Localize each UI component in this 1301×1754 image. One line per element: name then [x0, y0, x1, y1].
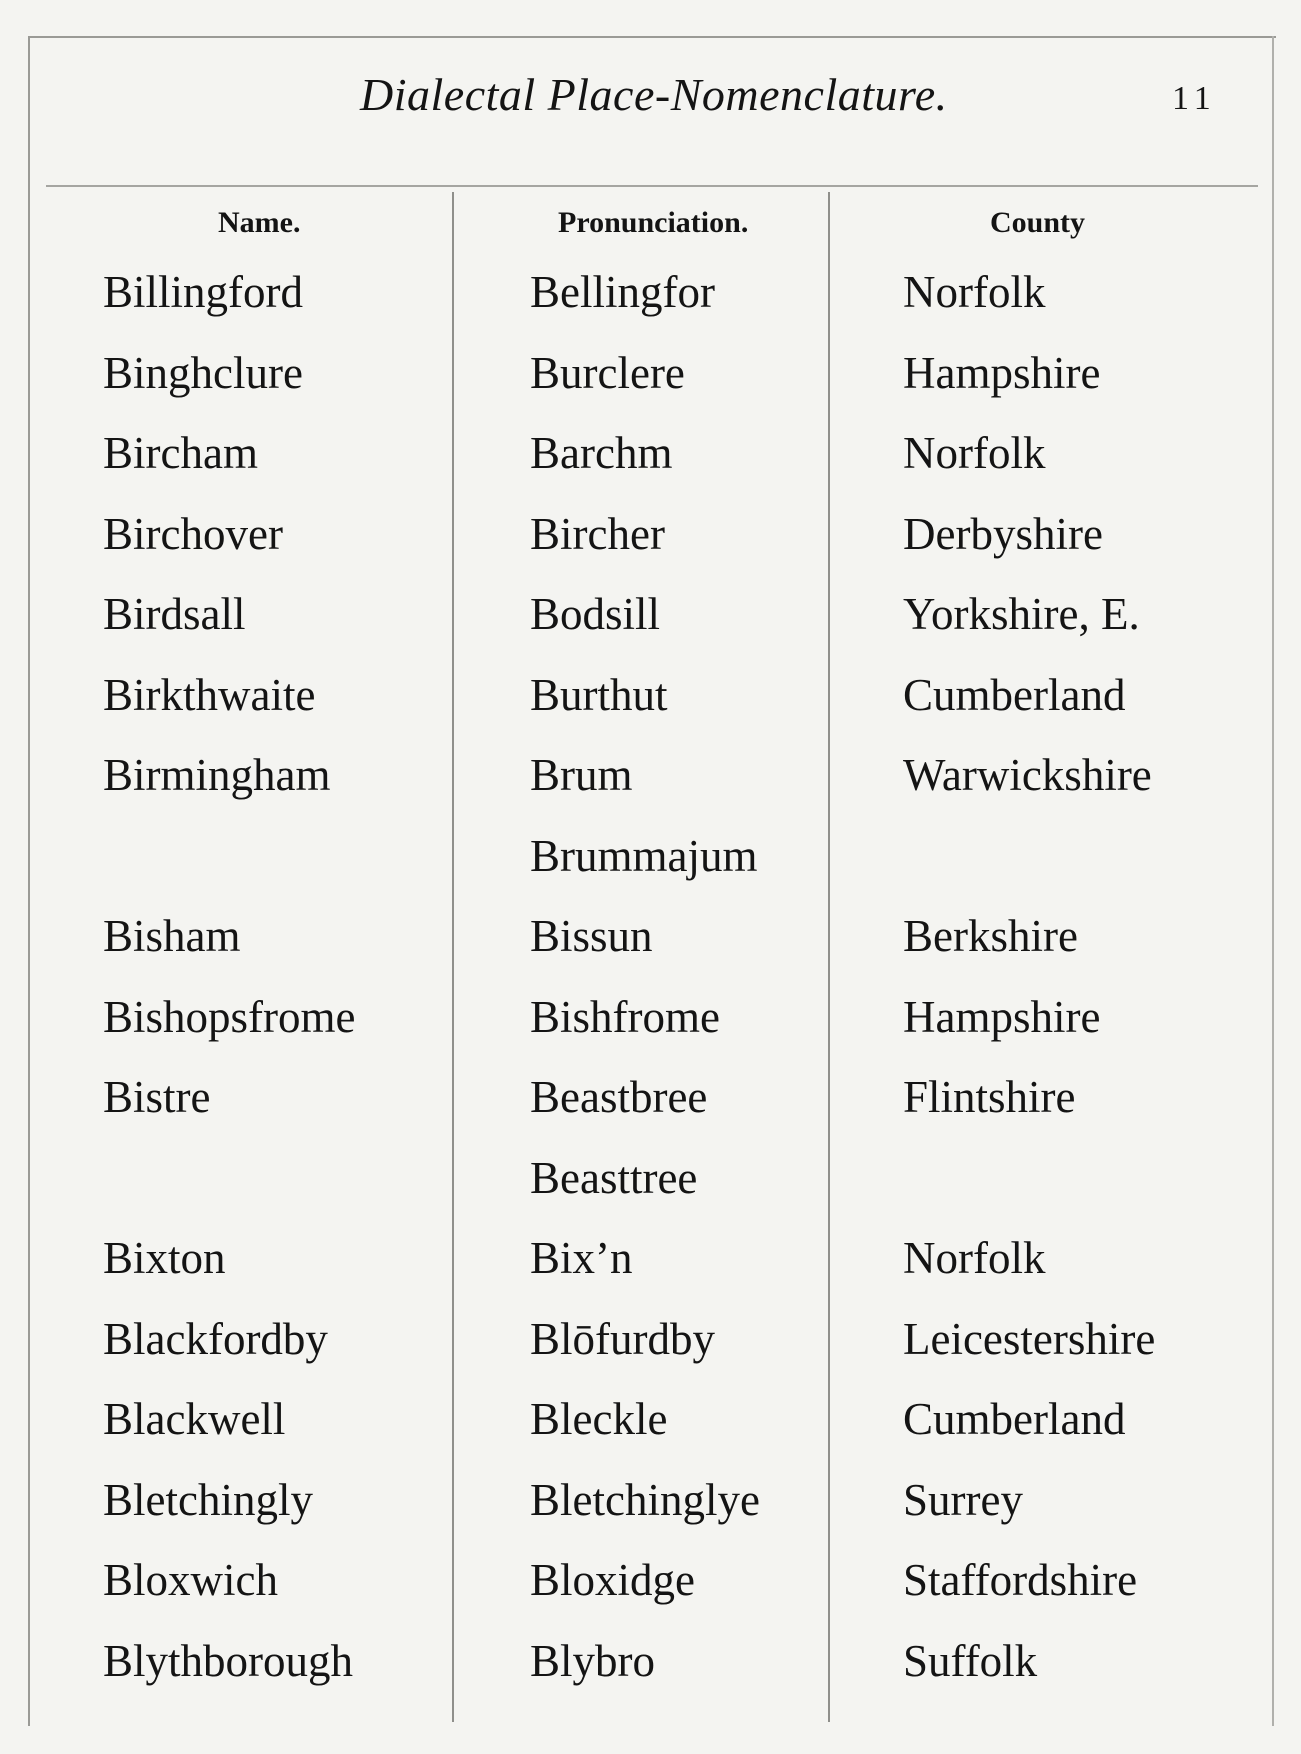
cell-county: Hampshire	[903, 991, 1101, 1042]
cell-name: Birchover	[103, 508, 283, 559]
table-row	[0, 739, 1301, 820]
cell-name: Bishopsfrome	[103, 991, 356, 1042]
table-row	[0, 820, 1301, 901]
running-title: Dialectal Place-Nomenclature.	[360, 69, 948, 120]
cell-pronunciation: Burthut	[530, 669, 668, 720]
cell-county: Norfolk	[903, 1233, 1046, 1283]
cell-pronunciation: Bloxidge	[530, 1555, 695, 1605]
table-row	[0, 1544, 1301, 1625]
cell-name: Blackfordby	[103, 1313, 328, 1364]
cell-county: Surrey	[903, 1474, 1023, 1525]
cell-name: Bircham	[103, 428, 258, 478]
column-header-name: Name.	[218, 206, 301, 239]
table-row	[0, 981, 1301, 1062]
cell-name: Binghclure	[103, 347, 303, 398]
table-row	[0, 578, 1301, 659]
cell-county: Hampshire	[903, 347, 1101, 398]
cell-pronunciation: Bellingfor	[530, 267, 715, 317]
cell-pronunciation: Bishfrome	[530, 991, 720, 1042]
cell-county: Cumberland	[903, 669, 1126, 720]
cell-pronunciation: Blybro	[530, 1635, 656, 1686]
page-number: 11	[1172, 80, 1217, 117]
table-row	[0, 1142, 1301, 1223]
cell-name: Bletchingly	[103, 1474, 313, 1525]
cell-county: Warwickshire	[903, 750, 1152, 800]
cell-name: Blythborough	[103, 1635, 354, 1686]
table-row	[0, 900, 1301, 981]
cell-name: Birdsall	[103, 589, 246, 639]
cell-pronunciation: Bircher	[530, 508, 665, 559]
table-row	[0, 1061, 1301, 1142]
cell-pronunciation: Beasttree	[530, 1152, 698, 1203]
cell-county: Suffolk	[903, 1635, 1038, 1686]
column-header-pronunciation: Pronunciation.	[558, 206, 749, 239]
cell-county: Staffordshire	[903, 1555, 1138, 1605]
cell-pronunciation: Bodsill	[530, 589, 661, 639]
cell-county: Leicestershire	[903, 1313, 1156, 1364]
header-rule	[46, 185, 1258, 187]
cell-name: Bistre	[103, 1072, 211, 1122]
table-row	[0, 1383, 1301, 1464]
cell-name: Bloxwich	[103, 1555, 278, 1605]
cell-pronunciation: Beastbree	[530, 1072, 708, 1122]
cell-county: Norfolk	[903, 428, 1046, 478]
cell-name: Birmingham	[103, 750, 331, 800]
frame-top-rule	[28, 36, 1276, 38]
table-row	[0, 1625, 1301, 1706]
table-row	[0, 659, 1301, 740]
cell-pronunciation: Brummajum	[530, 830, 758, 881]
cell-county: Flintshire	[903, 1072, 1076, 1122]
cell-county: Cumberland	[903, 1394, 1126, 1444]
table-row	[0, 498, 1301, 579]
table-row	[0, 417, 1301, 498]
cell-county: Berkshire	[903, 911, 1078, 961]
cell-pronunciation: Bleckle	[530, 1394, 668, 1444]
cell-name: Birkthwaite	[103, 669, 316, 720]
cell-county: Derbyshire	[903, 508, 1103, 559]
cell-county: Yorkshire, E.	[903, 589, 1140, 639]
table-row	[0, 1303, 1301, 1384]
table-row	[0, 256, 1301, 337]
cell-name: Billingford	[103, 267, 303, 317]
cell-pronunciation: Blōfurdby	[530, 1313, 715, 1364]
cell-name: Bisham	[103, 911, 241, 961]
table-row	[0, 1464, 1301, 1545]
table-row	[0, 337, 1301, 418]
cell-pronunciation: Bix’n	[530, 1233, 633, 1283]
cell-pronunciation: Brum	[530, 750, 633, 800]
table-row	[0, 1222, 1301, 1303]
cell-pronunciation: Bletchinglye	[530, 1474, 760, 1525]
cell-name: Blackwell	[103, 1394, 286, 1444]
cell-county: Norfolk	[903, 267, 1046, 317]
cell-name: Bixton	[103, 1233, 226, 1283]
cell-pronunciation: Barchm	[530, 428, 673, 478]
table-body	[0, 256, 1301, 1705]
cell-pronunciation: Bissun	[530, 911, 653, 961]
cell-pronunciation: Burclere	[530, 347, 685, 398]
column-header-county: County	[990, 206, 1086, 239]
